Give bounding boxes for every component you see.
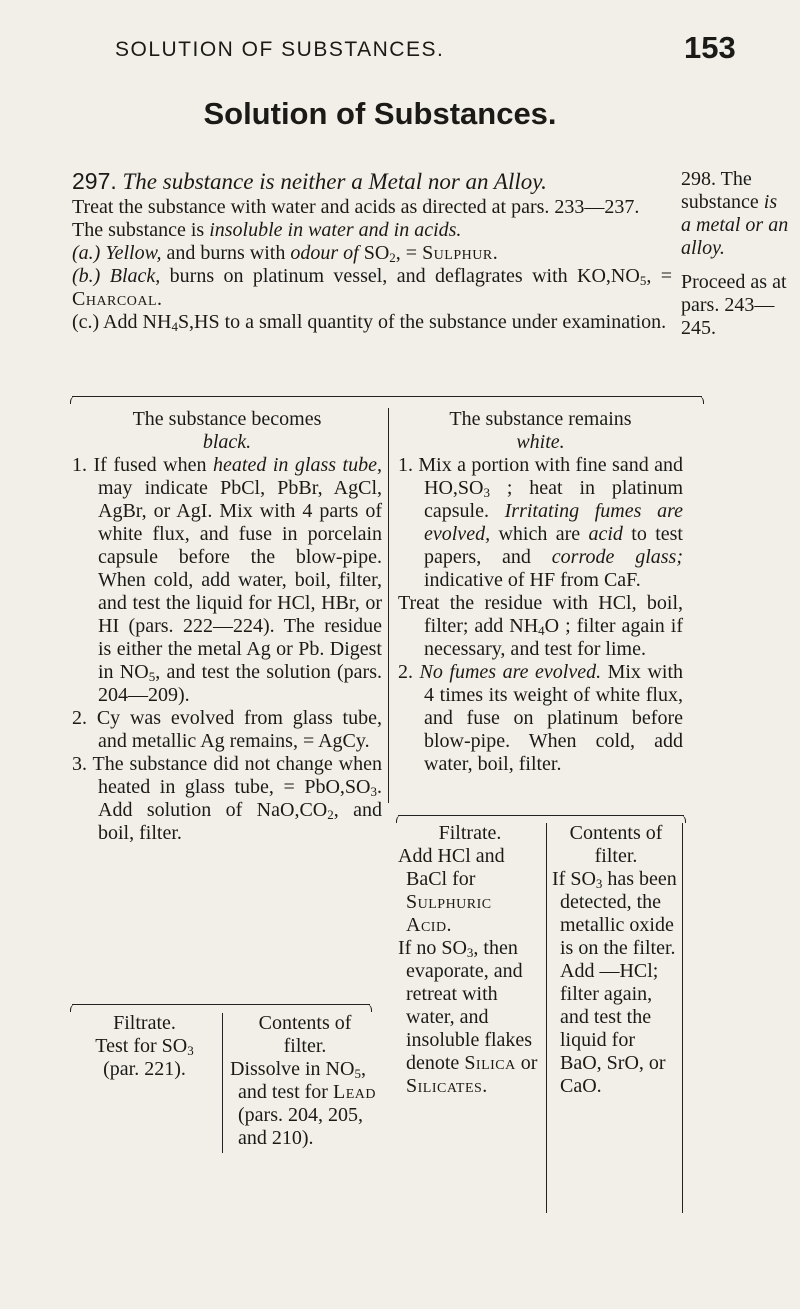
left-contents: [230, 1012, 380, 1150]
item-b-eq: , =: [646, 265, 673, 287]
left-item-1-sub: 5: [148, 669, 156, 684]
right-item-1-treat: [398, 592, 683, 661]
right-sub-divider: [546, 823, 547, 1213]
left-item-3-c: , and boil, filter.: [98, 799, 382, 844]
right-item-2-b: Mix with 4 times its weight of white flux, and fuse on platinum before blow-pipe. When cold, add water, boil, filter.: [424, 661, 684, 775]
right-filtrate-silicates: Silicates.: [406, 1075, 488, 1097]
right-item-1-d: to test papers, and: [424, 523, 683, 568]
section-297-number: 297.: [72, 168, 117, 194]
right-item-1-corrode: corrode glass;: [551, 546, 683, 568]
right-filtrate: [398, 822, 542, 1098]
right-contents: [552, 822, 680, 1098]
right-filtrate-c: , then evaporate, and retreat with water, and insoluble flakes denote: [406, 937, 533, 1074]
item-a-mid: and burns with: [161, 242, 291, 264]
running-head: SOLUTION OF SUBSTANCES.: [115, 38, 445, 61]
left-contents-lead: Lead: [332, 1081, 376, 1103]
item-b-sub: 5: [639, 273, 647, 288]
right-item-1-sub: 3: [483, 485, 490, 500]
item-a-label: (a.): [72, 242, 101, 264]
left-item-3-b: . Add solution of NaO,CO: [98, 776, 382, 821]
right-sub-edge: [682, 823, 683, 1213]
item-a-yellow: Yellow,: [105, 242, 162, 264]
right-item-1-sub2: 4: [538, 623, 545, 638]
left-sub-divider: [222, 1013, 223, 1153]
right-contents-b: has been detected, the metallic oxide is on the filter. Add —HCl; filter again, and test the liquid for BaO, SrO, or CaO.: [560, 868, 677, 1097]
right-contents-a: If SO: [552, 868, 596, 890]
page-number: 153: [684, 30, 736, 65]
item-c-sub: 4: [171, 319, 178, 334]
left-contents-head-2: filter.: [283, 1035, 327, 1057]
right-contents-text: [552, 868, 680, 1098]
section-297-intro: [72, 196, 672, 334]
right-filtrate-a: Add HCl and BaCl for: [398, 845, 505, 890]
left-item-3-sub2: 2: [327, 807, 334, 822]
item-a-so: SO: [358, 242, 390, 264]
right-column: [398, 408, 683, 776]
item-a-sub: 2: [389, 250, 396, 265]
left-filtrate-text: [72, 1035, 217, 1058]
item-a-result: Sulphur.: [422, 242, 499, 264]
item-a: [72, 242, 672, 265]
item-a-eq: , =: [395, 242, 423, 264]
right-item-1-c: which are: [490, 523, 589, 545]
intro-line: Treat the substance with water and acids as directed at pars. 233—237.: [72, 196, 640, 218]
left-contents-c: (pars. 204, 205, and 210).: [238, 1104, 363, 1149]
sidebar-proceed: Proceed as at pars. 243—245.: [681, 271, 787, 339]
left-item-1-heated: heated in glass tube,: [213, 454, 382, 476]
left-filtrate-sub: 3: [187, 1043, 194, 1058]
item-b: [72, 265, 672, 311]
left-item-1: [72, 454, 382, 707]
right-filtrate-text: [398, 845, 542, 937]
right-filtrate-text-2: [398, 937, 542, 1098]
left-filtrate-text-a: Test for SO: [95, 1035, 188, 1057]
right-item-1: [398, 454, 683, 592]
insoluble-prefix: The substance is: [72, 219, 210, 241]
sidebar-298: [681, 168, 791, 351]
right-filtrate-b: If no SO: [398, 937, 467, 959]
right-head-2: [398, 431, 683, 454]
left-item-3-a: 3. The substance did not change when heated in glass tube, = PbO,SO: [72, 753, 382, 798]
left-head-1: The substance becomes: [132, 408, 322, 430]
right-item-1-a: 1. Mix a portion with fine sand and HO,SO: [398, 454, 683, 499]
sidebar-298-text: [681, 168, 791, 260]
item-c-text-1: (c.) Add NH: [72, 311, 172, 333]
item-b-text: burns on platinum vessel, and deflagrates with KO,NO: [160, 265, 640, 287]
right-item-2: [398, 661, 683, 776]
left-head-2: [72, 431, 382, 454]
section-297-title: The substance is neither a Metal nor an Alloy.: [122, 169, 547, 194]
left-filtrate-head: Filtrate.: [113, 1012, 176, 1034]
right-item-2-nofumes: No fumes are evolved.: [419, 661, 602, 683]
item-c-text-2: S,HS to a small quantity of the substance under examination.: [177, 311, 667, 333]
right-filtrate-head: Filtrate.: [438, 822, 502, 844]
left-contents-b: , and test for: [238, 1058, 366, 1103]
right-item-1-e: indicative of HF from CaF.: [424, 569, 641, 591]
right-item-1-acid: acid: [588, 523, 623, 545]
item-b-black: Black,: [109, 265, 161, 287]
right-filtrate-or: or: [515, 1052, 538, 1074]
item-b-label: (b.): [72, 265, 101, 287]
item-c: [72, 311, 672, 334]
left-item-1-c: , and test the solution (pars. 204—209).: [98, 661, 382, 706]
right-item-1-irritating: Irritating fumes are evolved,: [424, 500, 683, 545]
sidebar-298-is: is: [763, 191, 778, 213]
right-item-1-g: O ; filter again if necessary, and test for lime.: [424, 615, 683, 660]
insoluble-line: [72, 219, 672, 242]
left-contents-head-1: Contents of: [258, 1012, 352, 1034]
sidebar-298-part2: a metal or an alloy.: [681, 214, 789, 259]
page-title: Solution of Substances.: [203, 96, 557, 131]
left-head-black: black.: [202, 431, 252, 453]
left-item-3-sub: 3: [370, 784, 377, 799]
column-divider: [388, 408, 389, 803]
left-filtrate: [72, 1012, 217, 1081]
right-head-white: white.: [516, 431, 565, 453]
right-contents-head-1: Contents of: [569, 822, 663, 844]
insoluble-text: insoluble in water and in acids.: [209, 219, 462, 241]
right-item-1-b: ; heat in platinum capsule.: [424, 477, 683, 522]
right-head-1: The substance remains: [449, 408, 632, 430]
right-filtrate-sub: 3: [466, 945, 474, 960]
left-item-1-a: 1. If fused when: [72, 454, 214, 476]
left-column: [72, 408, 382, 845]
left-contents-sub: 5: [354, 1066, 361, 1081]
right-item-2-a: 2.: [398, 661, 420, 683]
right-filtrate-silica: Silica: [464, 1052, 516, 1074]
right-contents-sub: 3: [595, 876, 603, 891]
left-filtrate-text-b: (par. 221).: [103, 1058, 186, 1080]
sidebar-298-part1: 298. The substance: [681, 168, 764, 213]
right-contents-head-2: filter.: [594, 845, 638, 867]
right-filtrate-sulphuric: Sulphuric Acid.: [406, 891, 492, 936]
right-item-1-f: Treat the residue with HCl, boil, filter; add NH: [398, 592, 683, 637]
left-item-1-b: may indicate PbCl, PbBr, AgCl, AgBr, or AgI. Mix with 4 parts of white flux, and fuse in porcelain capsule before the blow-pipe. When cold, add water, boil, filter, and test the liquid for HCl, HBr, or HI (pars. 222—224). The residue is either the metal Ag or Pb. Digest in NO: [98, 477, 382, 683]
section-297-heading: [72, 168, 672, 195]
item-a-odour: odour of: [290, 242, 359, 264]
left-contents-text: [230, 1058, 380, 1150]
left-item-2: 2. Cy was evolved from glass tube, and metallic Ag remains, = AgCy.: [72, 707, 382, 752]
left-item-3: [72, 753, 382, 845]
left-contents-a: Dissolve in NO: [230, 1058, 355, 1080]
item-b-result: Charcoal.: [72, 288, 163, 310]
